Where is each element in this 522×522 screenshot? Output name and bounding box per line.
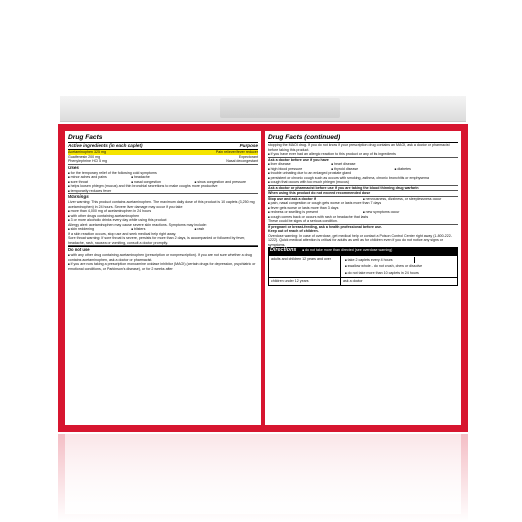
box-top-edge <box>60 96 466 122</box>
ingredient-row: Acetaminophen 325 mg Pain reliever/fever reducer <box>68 150 258 154</box>
keep-out-of-reach: Keep out of reach of children. <box>268 229 319 233</box>
liver-warning: Liver warning: This product contains acetaminophen. The maximum daily dose of this product is 10 caplets (3,250 mg acetaminophen) in 24 hours. Severe liver damage may occur if you take <box>68 200 255 209</box>
table-row: children under 12 years ask a doctor <box>269 277 457 285</box>
warfarin-warning: Ask a doctor or pharmacist before use if you are taking the blood thinning drug warfarin <box>268 186 458 192</box>
box-flap <box>220 98 340 118</box>
do-not-use-title: Do not use <box>68 246 258 253</box>
active-ingredients-header: Active ingredients (in each caplet) <box>68 143 143 148</box>
warnings-title: Warnings <box>68 194 89 199</box>
stop-use-title: Stop use and ask a doctor if <box>268 196 316 201</box>
directions-bar: Directions ■ do not take more than directed (see overdose warning) <box>268 247 458 254</box>
uses-title: Uses <box>68 164 79 170</box>
pregnancy-warning: If pregnant or breast-feeding, ask a health professional before use. <box>268 224 383 229</box>
box-reflection <box>58 434 468 522</box>
exceed-dose-warning: When using this product do not exceed recommended dose <box>268 191 458 197</box>
purpose-header: Purpose <box>239 143 258 148</box>
ingredient-row: Phenylephrine HCl 5 mg Nasal decongestant <box>68 159 258 163</box>
drug-facts-title: Drug Facts <box>68 133 258 143</box>
drug-facts-left-column: Drug Facts Active ingredients (in each caplet) Purpose Acetaminophen 325 mg Pain reliever/fever reducer Guaifenesin 200 mg Expectorant Phenylephrine HCl 5 mg Nasal decongestant Uses ■ for the temporary relief of the following cold symptoms ■ minor aches and pains ■ headache ■ sore throat ■ nasal congestion ■ sinus congestion and pressure ■ helps loosen phlegm (mucus) and thin bronchial secretions to make coughs more productive ■ temporarily reduces fever Warnings Liver warning: This product contains acetaminophen. The maximum daily dose of this product is 10 caplets (3,250 mg acetaminophen) in 24 hours. Severe liver damage may occur if you take ■ more than 4,000 mg of acetaminophen in 24 hours ■ with other drugs containing acetaminophen ■ 3 or more alcoholic drinks every day while using this product Allergy alert: acetaminophen may cause severe skin reactions. Symptoms may include: ■ skin reddening ■ blisters ■ rash If a skin reaction occurs, stop use and seek medical help right away. Sore throat warning: If sore throat is severe, persists for more than 2 days, is accompanied or followed by fever, headache, rash, nausea or vomiting, consult a doctor promptly. Do not use ■ with any other drug containing acetaminophen (prescription or nonprescription). If you are not sure whether a drug contains acetaminophen, ask a doctor or pharmacist. ■ if you are now taking a prescription monoamine oxidase inhibitor (MAOI) (certain drugs for depression, psychiatric or emotional conditions, or Parkinson's disease), or for 2 weeks after <box>65 131 261 425</box>
ingredient-row: Guaifenesin 200 mg Expectorant <box>68 154 258 159</box>
drug-facts-right-column: Drug Facts (continued) stopping the MAOI drug. If you do not know if your prescription drug contains an MAOI, ask a doctor or pharmacist before taking this product. ■ if you have ever had an allergic reaction to this product or any of its ingredients Ask a doctor before use if you have ■ liver disease ■ heart disease ■ high blood pressure ■ thyroid disease ■ diabetes ■ trouble urinating due to an enlarged prostate gland ■ persistent or chronic cough such as occurs with smoking, asthma, chronic bronchitis or emphysema ■ cough that occurs with too much phlegm (mucus) Ask a doctor or pharmacist before use if you are taking the blood thinning drug warfarin When using this product do not exceed recommended dose Stop use and ask a doctor if ■ nervousness, dizziness, or sleeplessness occur ■ pain, nasal congestion or cough gets worse or lasts more than 7 days ■ fever gets worse or lasts more than 3 days ■ redness or swelling is present ■ new symptoms occur ■ cough comes back or occurs with rash or headache that lasts These could be signs of a serious condition. If pregnant or breast-feeding, ask a health professional before use. Keep out of reach of children. Overdose warning: In case of overdose, get medical help or contact a Poison Control Center right away (1-800-222-1222). Quick medical attention is critical for adults as well as for children even if you do not notice any signs or symptoms. Directions ■ do not take more than directed (see overdose warning) adults and children 12 years and over ■ take 2 caplets every 4 hours ■ swallow whole - do not crush, chew or dissolve ■ do not take more than 10 caplets in 24 hours children under 12 years ask a doctor <box>265 131 461 425</box>
table-row: adults and children 12 years and over ■ take 2 caplets every 4 hours ■ swallow whole - do not crush, chew or dissolve ■ do not take more than 10 caplets in 24 hours <box>269 255 457 278</box>
uses-intro: ■ for the temporary relief of the following cold symptoms <box>68 171 258 176</box>
directions-title: Directions <box>270 247 297 253</box>
drug-facts-continued-title: Drug Facts (continued) <box>268 133 458 143</box>
sore-throat-warning: Sore throat warning: If sore throat is severe, persists for more than 2 days, is accompanied or followed by fever, headache, rash, nausea or vomiting, consult a doctor promptly. <box>68 236 258 246</box>
allergy-alert: Allergy alert: acetaminophen may cause severe skin reactions. Symptoms may include: <box>68 222 207 227</box>
overdose-warning: Overdose warning: In case of overdose, get medical help or contact a Poison Control Center right away (1-800-222-1222). Quick medical attention is critical for adults as well as for children even if you do not notice any signs or symptoms. <box>268 233 452 247</box>
uses-grid: ■ minor aches and pains ■ headache ■ sore throat ■ nasal congestion ■ sinus congestion and pressure <box>68 175 258 184</box>
directions-table <box>268 254 458 286</box>
drug-facts-panel <box>58 124 468 432</box>
ask-doctor-title: Ask a doctor before use if you have <box>268 157 329 162</box>
